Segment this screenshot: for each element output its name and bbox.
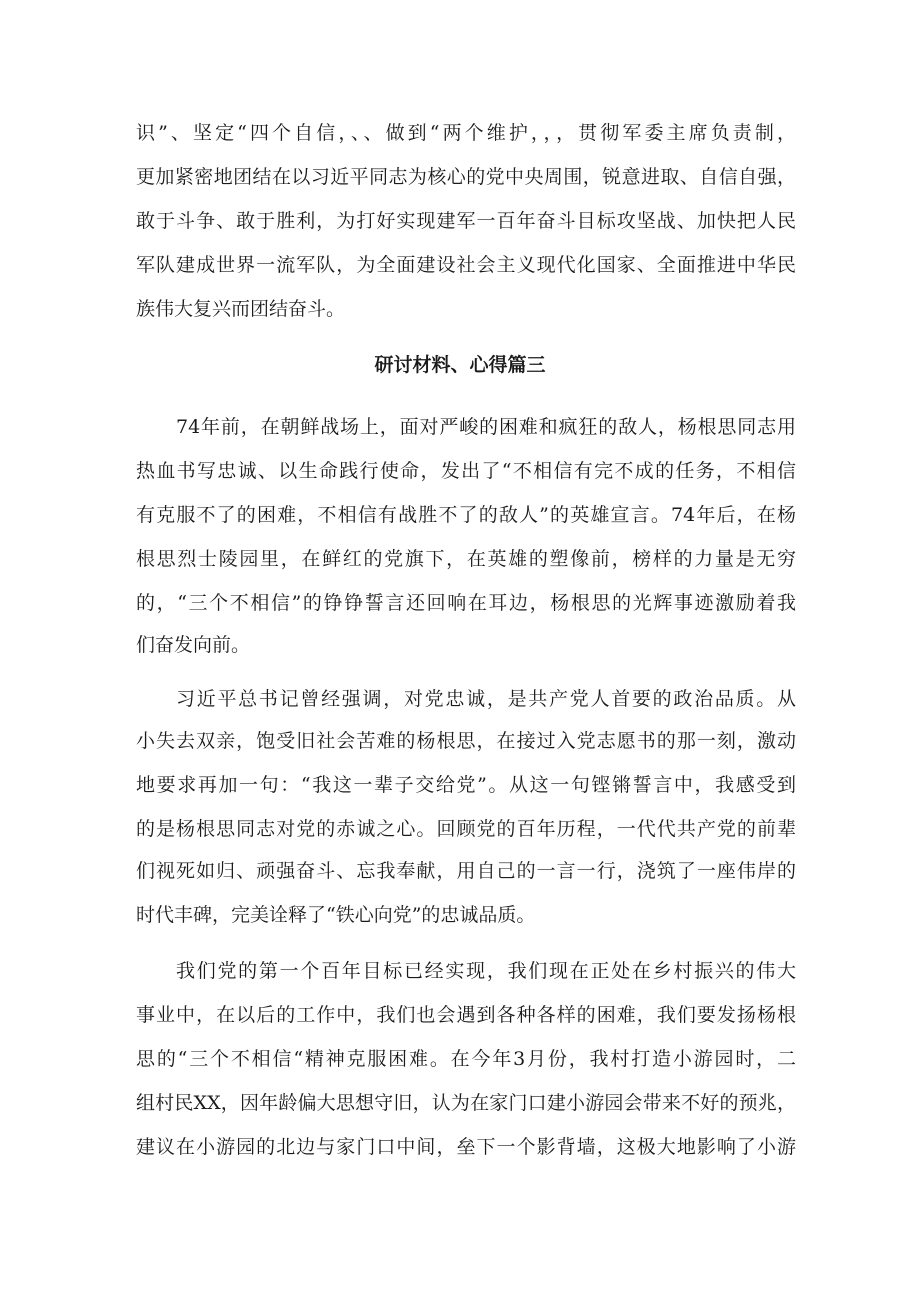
paragraph-3-line-1: 习近平总书记曾经强调，对党忠诚，是共产党人首要的政治品质。从 xyxy=(176,688,796,710)
paragraph-4-line-5: 建议在小游园的北边与家门口中间，垒下一个影背墙，这极大地影响了小游 xyxy=(136,1136,796,1158)
paragraph-1-line-3: 敢于斗争、敢于胜利，为打好实现建军一百年奋斗目标攻坚战、加快把人民 xyxy=(136,210,796,232)
paragraph-1-line-2: 更加紧密地团结在以习近平同志为核心的党中央周围，锐意进取、自信自强， xyxy=(136,166,796,188)
paragraph-2-line-3: 有克服不了的困难，不相信有战胜不了的敌人”的英雄宣言。74年后，在杨 xyxy=(136,504,796,526)
paragraph-1-line-1: 识”、坚定“四个自信，、、做到“两个维护，，，贯彻军委主席负责制， xyxy=(136,122,796,144)
paragraph-3-line-6: 时代丰碑，完美诠释了“铁心向党”的忠诚品质。 xyxy=(136,904,536,926)
paragraph-4-line-1: 我们党的第一个百年目标已经实现，我们现在正处在乡村振兴的伟大 xyxy=(176,960,796,982)
paragraph-3-line-3: 地要求再加一句：“我这一辈子交给党”。从这一句铿锵誓言中，我感受到 xyxy=(136,774,796,796)
paragraph-3-line-4: 的是杨根思同志对党的赤诚之心。回顾党的百年历程，一代代共产党的前辈 xyxy=(136,818,796,840)
paragraph-3-line-5: 们视死如归、顽强奋斗、忘我奉献，用自己的一言一行，浇筑了一座伟岸的 xyxy=(136,860,796,882)
paragraph-1-line-4: 军队建成世界一流军队，为全面建设社会主义现代化国家、全面推进中华民 xyxy=(136,254,796,276)
paragraph-2-line-6: 们奋发向前。 xyxy=(136,634,251,656)
paragraph-2-line-4: 根思烈士陵园里，在鲜红的党旗下，在英雄的塑像前，榜样的力量是无穷 xyxy=(136,548,796,570)
paragraph-2-line-5: 的，“三个不相信”的铮铮誓言还回响在耳边，杨根思的光辉事迹激励着我 xyxy=(136,592,796,614)
paragraph-4-line-4: 组村民XX，因年龄偏大思想守旧，认为在家门口建小游园会带来不好的预兆， xyxy=(136,1092,796,1114)
paragraph-1-line-5: 族伟大复兴而团结奋斗。 xyxy=(136,298,346,320)
section-heading: 研讨材料、心得篇三 xyxy=(374,354,546,376)
paragraph-4-line-3: 思的“三个不相信“精神克服困难。在今年3月份，我村打造小游园时，二 xyxy=(136,1048,796,1070)
paragraph-4-line-2: 事业中，在以后的工作中，我们也会遇到各种各样的困难，我们要发扬杨根 xyxy=(136,1004,796,1026)
paragraph-2-line-2: 热血书写忠诚、以生命践行使命，发出了“不相信有完不成的任务，不相信 xyxy=(136,460,796,482)
paragraph-3-line-2: 小失去双亲，饱受旧社会苦难的杨根思，在接过入党志愿书的那一刻，激动 xyxy=(136,730,796,752)
paragraph-2-line-1: 74年前，在朝鲜战场上，面对严峻的困难和疯狂的敌人，杨根思同志用 xyxy=(176,416,796,438)
